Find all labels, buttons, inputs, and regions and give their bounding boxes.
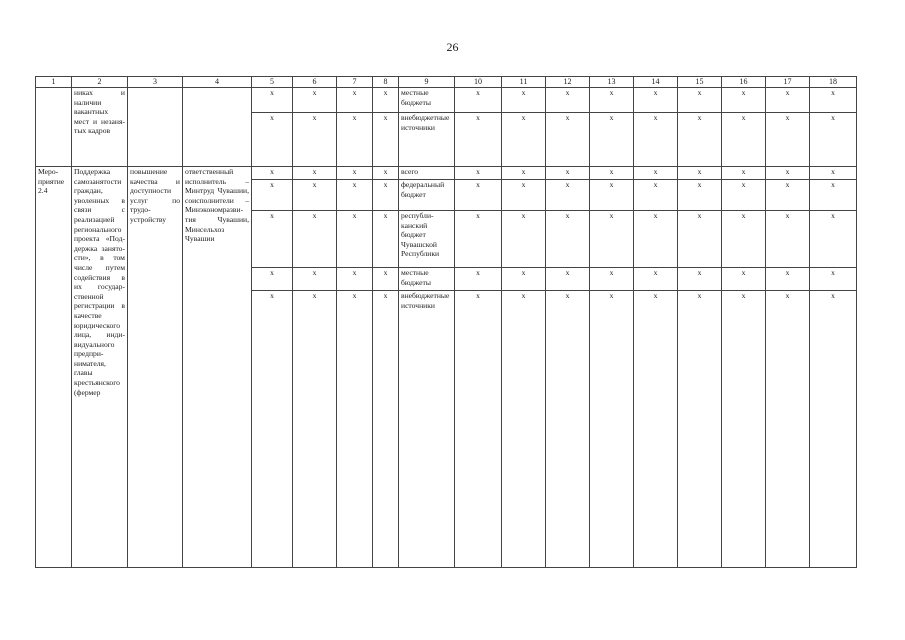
value-cell: х [373, 211, 399, 268]
header-cell: 11 [502, 77, 546, 88]
value-cell: х [502, 211, 546, 268]
header-cell: 5 [252, 77, 293, 88]
header-cell: 3 [128, 77, 183, 88]
value-cell: х [590, 211, 634, 268]
value-cell: х [455, 180, 502, 211]
header-cell: 4 [183, 77, 252, 88]
value-cell: х [634, 180, 678, 211]
goal-cell [128, 88, 183, 167]
value-cell: х [722, 88, 766, 113]
value-cell: х [293, 88, 337, 113]
value-cell: х [252, 291, 293, 568]
value-cell: х [337, 211, 373, 268]
header-cell: 13 [590, 77, 634, 88]
value-cell: х [293, 291, 337, 568]
funding-source-cell: внебюджетные источники [399, 291, 455, 568]
value-cell: х [678, 88, 722, 113]
value-cell: х [678, 268, 722, 291]
table-row [36, 88, 857, 113]
page-number: 26 [446, 40, 459, 54]
value-cell: х [337, 113, 373, 167]
value-cell: х [455, 268, 502, 291]
value-cell: х [373, 291, 399, 568]
value-cell: х [502, 88, 546, 113]
value-cell: х [722, 291, 766, 568]
funding-source-cell: всего [399, 167, 455, 180]
value-cell: х [502, 268, 546, 291]
value-cell: х [502, 167, 546, 180]
value-cell: х [373, 88, 399, 113]
header-cell: 12 [546, 77, 590, 88]
value-cell: х [373, 167, 399, 180]
header-cell: 14 [634, 77, 678, 88]
value-cell: х [337, 167, 373, 180]
funding-source-cell: республиканский бюджет Чувашской Республики [399, 211, 455, 268]
table-row [36, 167, 857, 180]
value-cell: х [546, 268, 590, 291]
header-cell: 18 [810, 77, 857, 88]
header-row [36, 77, 857, 88]
value-cell: х [293, 268, 337, 291]
value-cell: х [590, 268, 634, 291]
header-cell: 7 [337, 77, 373, 88]
value-cell: х [502, 291, 546, 568]
goal-cell: повышение качества и доступности услуг по трудоустройству [128, 167, 183, 568]
value-cell: х [678, 211, 722, 268]
value-cell: х [252, 113, 293, 167]
value-cell: х [634, 268, 678, 291]
value-cell: х [502, 180, 546, 211]
value-cell: х [766, 268, 810, 291]
value-cell: х [590, 113, 634, 167]
value-cell: х [337, 180, 373, 211]
value-cell: х [337, 291, 373, 568]
value-cell: х [502, 113, 546, 167]
value-cell: х [766, 113, 810, 167]
value-cell: х [373, 268, 399, 291]
value-cell: х [293, 211, 337, 268]
value-cell: х [252, 211, 293, 268]
header-cell: 8 [373, 77, 399, 88]
value-cell: х [337, 268, 373, 291]
value-cell: х [590, 88, 634, 113]
value-cell: х [252, 180, 293, 211]
executor-cell [183, 88, 252, 167]
value-cell: х [634, 291, 678, 568]
value-cell: х [722, 180, 766, 211]
measure-name-cell: Поддержка самозанятости граждан, уволенных в связи с реализацией регионального проекта «Поддержка занятости», в том числе путем содействия в их государственной регистрации в качестве юридического лица, индивидуального предпринимателя, главы крестьянского (фермер [72, 167, 128, 568]
header-cell: 15 [678, 77, 722, 88]
value-cell: х [766, 167, 810, 180]
value-cell: х [766, 88, 810, 113]
header-cell: 16 [722, 77, 766, 88]
value-cell: х [455, 211, 502, 268]
value-cell: х [766, 180, 810, 211]
value-cell: х [810, 291, 857, 568]
value-cell: х [546, 291, 590, 568]
value-cell: х [634, 113, 678, 167]
value-cell: х [546, 167, 590, 180]
value-cell: х [810, 268, 857, 291]
value-cell: х [373, 180, 399, 211]
value-cell: х [766, 211, 810, 268]
header-cell: 6 [293, 77, 337, 88]
header-cell: 10 [455, 77, 502, 88]
budget-table [35, 76, 857, 568]
executor-cell: ответственный исполнитель – Минтруд Чувашии, соисполнители – Минэкономразвития Чувашии, Минсельхоз Чувашии [183, 167, 252, 568]
value-cell: х [546, 113, 590, 167]
funding-source-cell: федеральный бюджет [399, 180, 455, 211]
value-cell: х [678, 180, 722, 211]
header-cell: 17 [766, 77, 810, 88]
header-cell: 2 [72, 77, 128, 88]
value-cell: х [590, 180, 634, 211]
value-cell: х [722, 167, 766, 180]
value-cell: х [293, 180, 337, 211]
measure-label-cell: Мероприятие 2.4 [36, 167, 72, 568]
value-cell: х [293, 113, 337, 167]
value-cell: х [810, 180, 857, 211]
value-cell: х [590, 167, 634, 180]
value-cell: х [546, 180, 590, 211]
measure-name-cell: никах и наличии вакантных мест и незанятых кадров [72, 88, 128, 167]
value-cell: х [722, 211, 766, 268]
value-cell: х [546, 88, 590, 113]
value-cell: х [810, 88, 857, 113]
value-cell: х [634, 88, 678, 113]
value-cell: х [810, 167, 857, 180]
value-cell: х [634, 167, 678, 180]
value-cell: х [634, 211, 678, 268]
header-cell: 1 [36, 77, 72, 88]
value-cell: х [722, 113, 766, 167]
value-cell: х [455, 113, 502, 167]
value-cell: х [337, 88, 373, 113]
funding-source-cell: местные бюджеты [399, 268, 455, 291]
funding-source-cell: внебюджетные источники [399, 113, 455, 167]
value-cell: х [590, 291, 634, 568]
value-cell: х [810, 113, 857, 167]
value-cell: х [455, 88, 502, 113]
value-cell: х [455, 291, 502, 568]
value-cell: х [678, 167, 722, 180]
measure-label-cell [36, 88, 72, 167]
header-cell: 9 [399, 77, 455, 88]
value-cell: х [678, 291, 722, 568]
value-cell: х [373, 113, 399, 167]
value-cell: х [455, 167, 502, 180]
value-cell: х [252, 268, 293, 291]
value-cell: х [810, 211, 857, 268]
value-cell: х [252, 167, 293, 180]
value-cell: х [678, 113, 722, 167]
value-cell: х [293, 167, 337, 180]
value-cell: х [766, 291, 810, 568]
funding-source-cell: местные бюджеты [399, 88, 455, 113]
value-cell: х [546, 211, 590, 268]
value-cell: х [252, 88, 293, 113]
value-cell: х [722, 268, 766, 291]
